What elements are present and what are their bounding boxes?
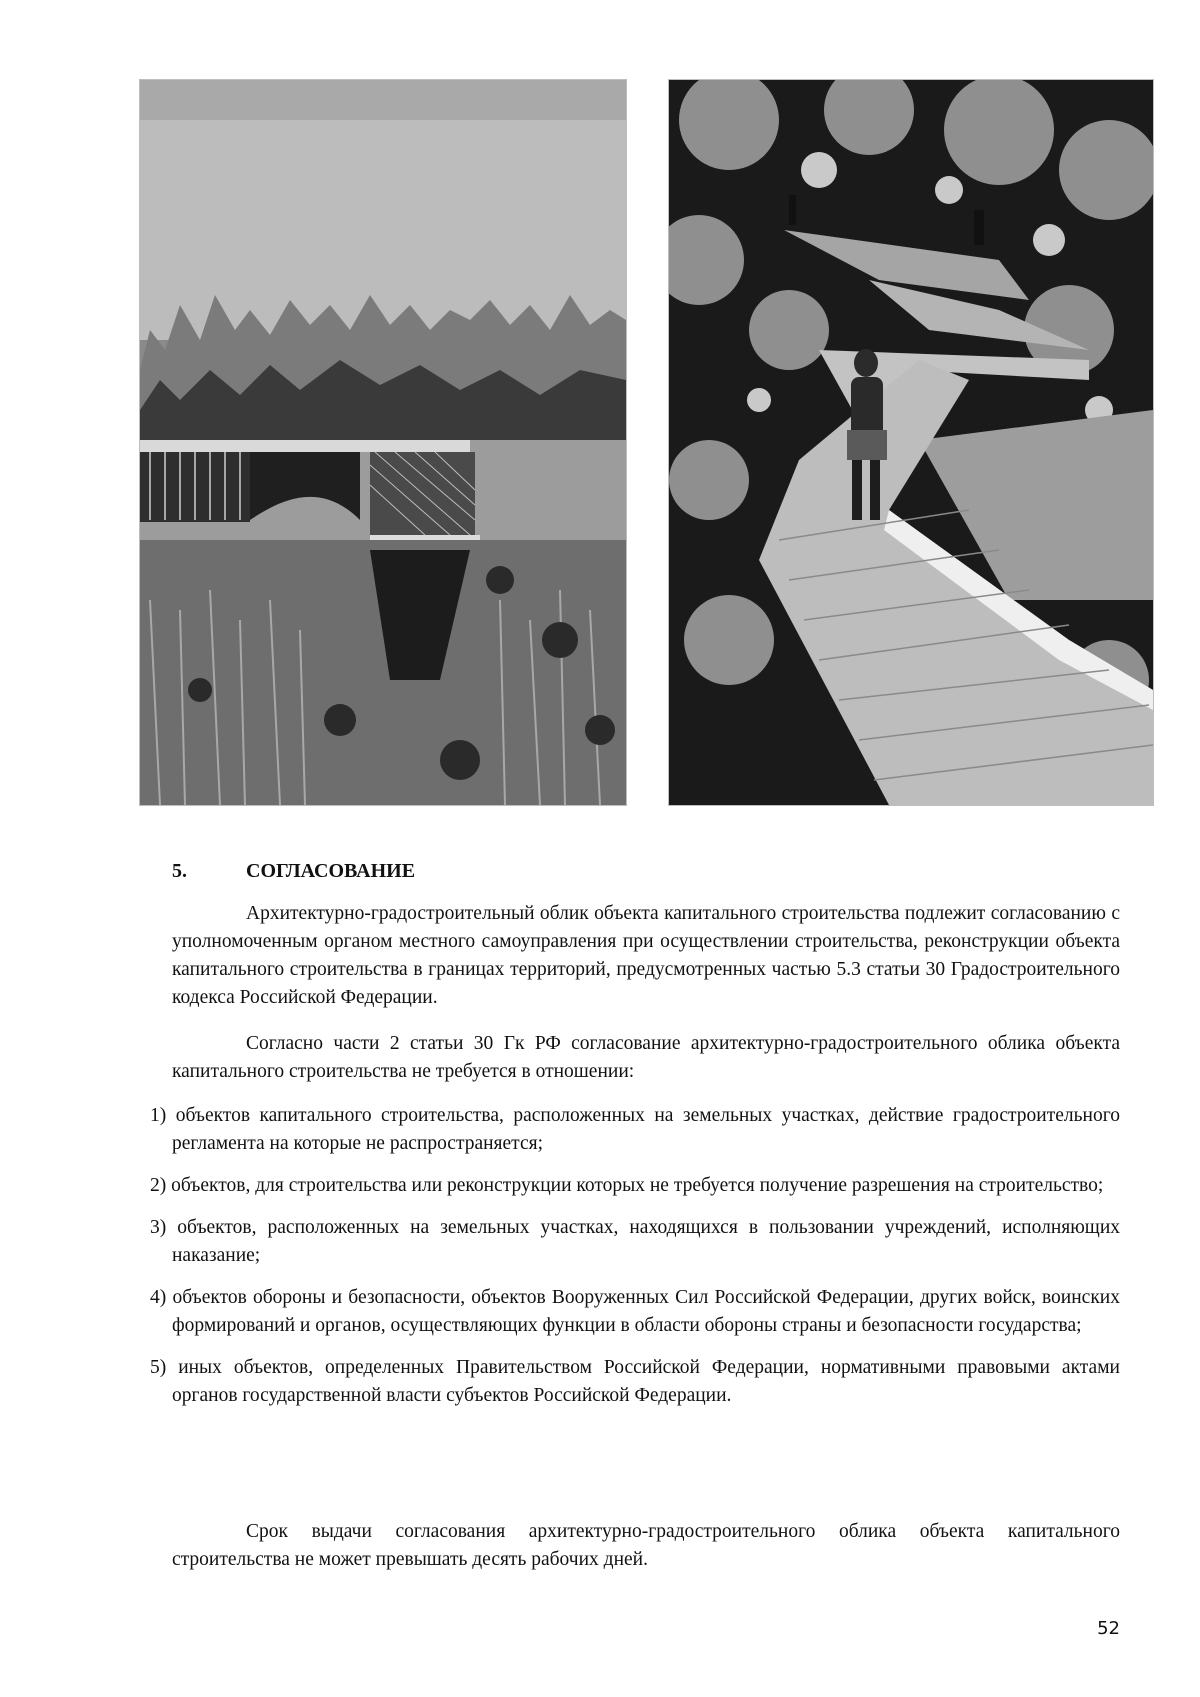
list-item: 1) объектов капитального строительства, расположенных на земельных участках, действие градостроительного регламента на которые не распространяется; — [150, 1105, 1120, 1154]
paragraph-exceptions-intro: Согласно части 2 статьи 30 Гк РФ согласование архитектурно-градостроительного облика объекта капитального строительства не требуется в отношении: — [172, 1033, 1120, 1082]
section-title: СОГЛАСОВАНИЕ — [246, 860, 416, 882]
list-item: 3) объектов, расположенных на земельных участках, находящихся в пользовании учреждений, исполняющих наказание; — [150, 1217, 1120, 1266]
list-item: 5) иных объектов, определенных Правительством Российской Федерации, нормативными правовыми актами органов государственной власти субъектов Российской Федерации. — [150, 1357, 1120, 1406]
exceptions-list — [150, 1102, 1120, 1424]
paragraph-approval-requirement: Архитектурно-градостроительный облик объекта капитального строительства подлежит согласованию с уполномоченным органом местного самоуправления при осуществлении строительства, реконструкции объекта капитального строительства в границах территорий, предусмотренных частью 5.3 статьи 30 Градостроительного кодекса Российской Федерации. — [172, 903, 1120, 1008]
page-number: 52 — [1097, 1618, 1120, 1639]
section-heading — [172, 860, 415, 883]
list-item: 4) объектов обороны и безопасности, объектов Вооруженных Сил Российской Федерации, других войск, воинских формирований и органов, осуществляющих функции в области обороны страны и безопасности государства; — [150, 1287, 1120, 1336]
list-item: 2) объектов, для строительства или реконструкции которых не требуется получение разрешения на строительство; — [150, 1175, 1104, 1196]
pond-bridge-image — [140, 80, 626, 805]
photo-boardwalk — [668, 79, 1154, 806]
photo-pond-bridge — [139, 79, 627, 806]
section-number: 5. — [172, 860, 187, 882]
paragraph-deadline: Срок выдачи согласования архитектурно-градостроительного облика объекта капитального строительства не может превышать десять рабочих дней. — [172, 1521, 1120, 1570]
boardwalk-image — [669, 80, 1153, 805]
